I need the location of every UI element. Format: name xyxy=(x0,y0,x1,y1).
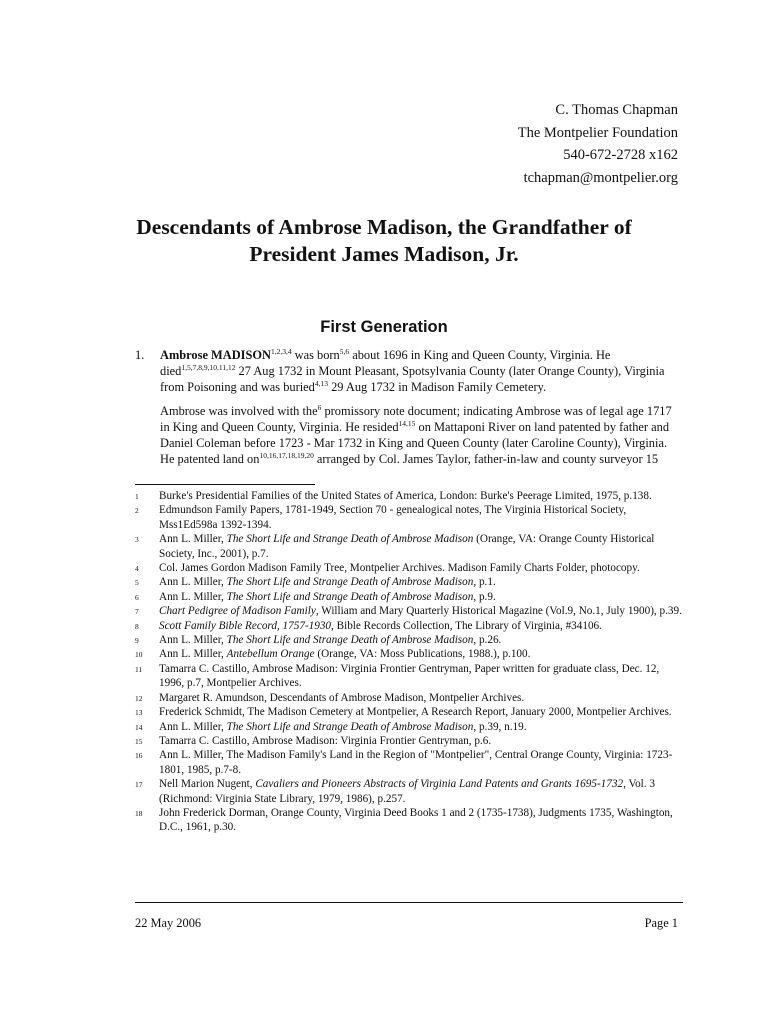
footnote-number: 17 xyxy=(135,780,143,790)
contact-phone: 540-672-2728 x162 xyxy=(563,147,678,163)
footnote-italic-title: Cavaliers and Pioneers Abstracts of Virginia Land Patents and Grants 1695-1732 xyxy=(255,778,624,791)
footnote-separator xyxy=(135,484,315,485)
footnote-text: Tamarra C. Castillo, Ambrose Madison: Virginia Frontier Gentryman, Paper written for graduate class, Dec. 12, 1996, p.7, Montpelier Archives. xyxy=(159,662,660,690)
footnote-text: Ann L. Miller, xyxy=(159,576,227,589)
footnote-text: Ann L. Miller, xyxy=(159,720,227,733)
generation-heading: First Generation xyxy=(320,318,448,336)
footer-separator xyxy=(135,902,683,903)
footnote-number: 4 xyxy=(135,564,139,574)
footnote xyxy=(135,489,683,503)
citation-ref: 10,16,17,18,19,20 xyxy=(259,451,314,460)
footnote-italic-title: The Short Life and Strange Death of Ambrose Madison xyxy=(226,720,474,733)
footnote xyxy=(135,590,683,604)
footnote-text: Ann L. Miller, xyxy=(159,648,227,661)
footnote-number: 18 xyxy=(135,808,143,818)
footnote-number: 1 xyxy=(135,492,139,501)
footnote xyxy=(135,705,683,719)
citation-ref: 6 xyxy=(317,403,322,412)
citation-ref: 1,5,7,8,9,10,11,12 xyxy=(181,363,236,372)
contact-email: tchapman@montpelier.org xyxy=(523,169,678,186)
footnote-number: 16 xyxy=(135,751,143,761)
contact-name: C. Thomas Chapman xyxy=(555,102,678,118)
footnote-italic-title: The Short Life and Strange Death of Ambrose Madison xyxy=(226,576,474,589)
citation-ref: 1,2,3,4 xyxy=(270,347,292,356)
entry-text: Ambrose was involved with the xyxy=(160,404,318,418)
entry-number: 1. xyxy=(135,348,145,362)
footnote-text-tail: , Bible Records Collection, The Library of Virginia, #34106. xyxy=(331,619,602,632)
citation-ref: 4,13 xyxy=(314,379,328,388)
entry-text: was born xyxy=(291,348,340,362)
footnote-text: Tamarra C. Castillo, Ambrose Madison: Virginia Frontier Gentryman, p.6. xyxy=(159,734,492,747)
footnote xyxy=(135,575,683,589)
footnote-number: 9 xyxy=(135,636,139,646)
footnote-italic-title: The Short Life and Strange Death of Ambrose Madison xyxy=(226,634,474,647)
entry-body xyxy=(160,347,683,467)
entry-text: promissory note document; indicating Ambrose was of legal age 1717 in King and Queen County, Virginia. He resided xyxy=(160,404,672,434)
genealogy-entry xyxy=(135,347,683,475)
footnote xyxy=(135,806,683,835)
footnote-text-tail: , p.9. xyxy=(473,590,496,603)
footnote-italic-title: Antebellum Orange xyxy=(226,648,315,661)
entry-text: about 1696 in King and Queen County, Virginia. He died xyxy=(160,348,611,378)
footnote xyxy=(135,734,683,748)
entry-paragraph-2 xyxy=(160,403,683,467)
footnote-number: 14 xyxy=(135,722,143,732)
footnote-italic-title: The Short Life and Strange Death of Ambrose Madison xyxy=(226,590,474,603)
title-line-2: President James Madison, Jr. xyxy=(249,242,519,266)
footnote-number: 3 xyxy=(135,535,139,545)
footnote-italic-title: Chart Pedigree of Madison Family xyxy=(159,605,316,618)
footnote-number: 15 xyxy=(135,736,143,746)
entry-text: arranged by Col. James Taylor, father-in-law and county surveyor 15 xyxy=(313,452,659,466)
footnote-text-tail: , Vol. 3 (Richmond: Virginia State Library, 1979, 1986), p.257. xyxy=(159,778,655,805)
footnote-number: 10 xyxy=(135,650,143,660)
footnote-text: Ann L. Miller, xyxy=(159,533,227,546)
footnote xyxy=(135,561,683,575)
footnote-text-tail: , p.1. xyxy=(473,576,496,589)
footnote-number: 12 xyxy=(135,693,143,703)
footnote xyxy=(135,647,683,661)
footnote-number: 11 xyxy=(135,664,143,674)
footnote xyxy=(135,777,683,806)
footnote-italic-title: The Short Life and Strange Death of Ambrose Madison xyxy=(226,533,474,546)
footer-page-number: Page 1 xyxy=(644,916,678,930)
footnote-text: Ann L. Miller, The Madison Family's Land in the Region of "Montpelier", Central Orange County, Virginia: 1723-1801, 1985, p.7-8. xyxy=(159,749,673,776)
footnote-number: 5 xyxy=(135,578,139,588)
footnote-text: Ann L. Miller, xyxy=(159,634,227,647)
person-name: Ambrose MADISON xyxy=(160,348,271,362)
entry-text: 29 Aug 1732 in Madison Family Cemetery. xyxy=(328,380,547,394)
entry-text: 27 Aug 1732 in Mount Pleasant, Spotsylvania County (later Orange County), Virginia from Poisoning and was buried xyxy=(160,364,665,394)
footer-date: 22 May 2006 xyxy=(135,916,202,930)
footnote-text: Ann L. Miller, xyxy=(159,590,227,603)
footnote xyxy=(135,532,683,561)
footnote-italic-title: Scott Family Bible Record, 1757-1930 xyxy=(159,619,332,632)
footnote-text: Edmundson Family Papers, 1781-1949, Section 70 - genealogical notes, The Virginia Historical Society, Mss1Ed598a 1392-1394. xyxy=(159,504,627,531)
footnote-text: Burke's Presidential Families of the United States of America, London: Burke's Peerage Limited, 1975, p.138. xyxy=(159,490,652,502)
footnote xyxy=(135,720,683,734)
contact-organization: The Montpelier Foundation xyxy=(517,124,678,141)
footnote-number: 7 xyxy=(135,607,139,617)
footnote-text-tail: (Orange, VA: Orange County Historical Society, Inc., 2001), p.7. xyxy=(159,533,655,560)
footnote-number: 6 xyxy=(135,592,139,602)
footnote-number: 8 xyxy=(135,621,139,631)
footnote xyxy=(135,748,683,777)
footnote-text: John Frederick Dorman, Orange County, Virginia Deed Books 1 and 2 (1735-1738), Judgments 1735, Washington, D.C., 1961, p.30. xyxy=(159,806,673,834)
footnote-text: Nell Marion Nugent, xyxy=(159,778,256,791)
contact-block xyxy=(518,99,678,189)
footnote xyxy=(135,619,683,633)
document-title xyxy=(60,214,708,268)
footnote-number: 13 xyxy=(135,708,143,718)
footnote-text-tail: , p.39, n.19. xyxy=(473,720,527,733)
footnote-text: Margaret R. Amundson, Descendants of Ambrose Madison, Montpelier Archives. xyxy=(159,691,525,704)
footnote-text-tail: , William and Mary Quarterly Historical Magazine (Vol.9, No.1, July 1900), p.39. xyxy=(315,605,682,618)
citation-ref: 14,15 xyxy=(398,419,416,428)
footnote-text-tail: , p.26. xyxy=(473,634,502,647)
entry-text: on Mattaponi River on land patented by father and Daniel Coleman before 1723 - Mar 1732 in King and Queen County (later Caroline County), Virginia. He patented land on xyxy=(160,420,670,466)
footnote xyxy=(135,633,683,647)
footnote xyxy=(135,691,683,705)
footnote xyxy=(135,604,683,618)
entry-paragraph-1 xyxy=(160,347,683,395)
footnotes-list xyxy=(135,489,683,835)
footnote-text-tail: (Orange, VA: Moss Publications, 1988.), p.100. xyxy=(314,648,531,661)
footnote xyxy=(135,662,683,691)
footnote-text: Frederick Schmidt, The Madison Cemetery at Montpelier, A Research Report, January 2000, Montpelier Archives. xyxy=(159,706,672,719)
footnote-number: 2 xyxy=(135,506,139,516)
citation-ref: 5,6 xyxy=(339,347,350,356)
title-line-1: Descendants of Ambrose Madison, the Grandfather of xyxy=(136,215,632,239)
footnote xyxy=(135,503,683,532)
footnote-text: Col. James Gordon Madison Family Tree, Montpelier Archives. Madison Family Charts Folder, photocopy. xyxy=(159,562,640,575)
